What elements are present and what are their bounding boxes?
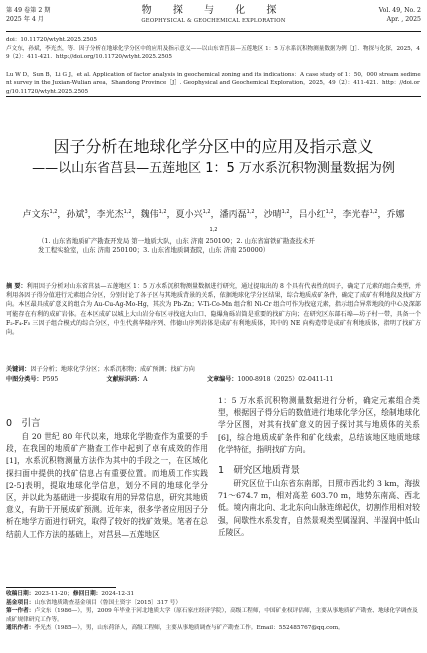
author: 李光春 [342, 210, 370, 220]
date-en: Apr. , 2025 [386, 15, 421, 23]
author-affiliation-mark: 3 [84, 209, 88, 215]
citation-cn: 卢文东，孙斌，李光杰，等．因子分析在地球化学分区中的应用及指示意义——以山东省莒县—五莲地区 1：5 万水系沉积物测量数据为例［J］．物探与化探，2025，49（2）：411-421．http://doi.org/10.11720/wtyht.2025.2505 [6, 46, 420, 61]
footnote-rule [6, 587, 116, 588]
section-heading: 1 研究区地质背景 [218, 465, 301, 477]
header-right [379, 7, 421, 24]
author-separator: ， [57, 210, 67, 220]
footnote-first-author [6, 607, 421, 624]
author-affiliation-mark: 1,2 [325, 209, 334, 215]
abstract-label: 摘 要： [6, 283, 27, 290]
fund-text: 山东省地质勘查基金项目（鲁国土资字〔2015〕317 号） [34, 599, 182, 606]
citation-rule [6, 96, 421, 97]
author-separator: ， [333, 210, 343, 220]
body-paragraph: 自 20 世纪 80 年代以来，地球化学勘查作为重要的手段，在我国的地质矿产勘查工作中起到了卓有成效的作用[1]，水系沉积物测量方法作为其中的手段之一，在区域化探扫面中提供的找矿信息占有重要位置。而地质工作实践[2-5]表明，提取地球化学信息，划分不同的地球化学分区，并以此为基础进一步提取有用的异常信息，研究其地质意义，有助于开展成矿预测。近年来，很多学者应用因子分析在地学方面进行研究，取得了较好的找矿效果。笔者在总结前人工作方法的基础上，对莒县—五莲地区 [6, 432, 208, 539]
clc-value: P595 [42, 376, 59, 383]
author-affiliation-mark: 1,2 [202, 209, 211, 215]
abstract-text: 利用因子分析对山东省莒县—五莲地区 1：5 万水系沉积物测量数据进行研究，通过提取出的 8 个具有代表性的因子，确定了元素的组合类型，并利用各因子得分值进行元素组合分区，分别讨论了各子区与其地质背景的关系，依据地球化学分区结果，综合地质成矿条件，确定了成矿有利地段及找矿方向。本区最具成矿意义的组合为 Au-Cu-Ag-Mo-Hg，其次为 Pb-Zn；V-Ti-Co-Mn 组合和 Ni-Cr 组合可作为找寇元素，指示组合异常地段的中心及深部可能存在有利的成矿岩体。在本区成矿以城上大山岩分布区寻找寇大山口、隐爆角砾岩筒是重要的找矿方向；在研究区东部石埠—坊子村一带，具备一个 F₂-F₄-F₅ 三因子组合模式的综合分区，中生代燕华隆序列、伟德山序列岩体是成矿有利地质体，其中的 NE 向构造带是成矿有利地质体，指明了找矿方向。 [6, 283, 421, 337]
revised-label: 修回日期： [72, 591, 102, 597]
author-separator: ， [131, 210, 141, 220]
header-rule [6, 31, 421, 32]
article-number-value: 1000-8918（2025）02-0411-11 [237, 376, 334, 383]
keywords-text: 因子分析；地球化学分区；水系沉积物；成矿预测；找矿方向 [30, 366, 195, 373]
author: 乔娜 [386, 210, 405, 220]
author-list [20, 205, 407, 241]
author: 夏小兴 [175, 210, 203, 220]
left-column [6, 395, 208, 541]
author-separator: ， [254, 210, 264, 220]
author-separator: ， [210, 210, 220, 220]
paper-subtitle: ——以山东省莒县—五莲地区 1：5 万水系沉积物测量数据为例 [32, 161, 395, 176]
author: 潘丙磊 [219, 210, 247, 220]
page-header [6, 4, 421, 32]
affiliation-line: （1. 山东省地质矿产勘查开发局 第一地质大队，山东 济南 250100；2. 山东省富铁矿勘查技术开 [38, 237, 315, 245]
journal-name-cn: 物 探 与 化 探 [141, 5, 286, 16]
author-affiliation-mark: 1,2 [158, 209, 167, 215]
section-heading: 0 引言 [6, 418, 41, 429]
author: 孙斌 [66, 210, 85, 220]
fund-label: 基金项目： [6, 599, 35, 606]
journal-name-en: GEOPHYSICAL & GEOCHEMICAL EXPLORATION [141, 18, 286, 24]
doc-code-label: 文献标识码： [106, 376, 144, 383]
date-cn: 2025 年 4 月 [6, 15, 44, 23]
footnote-fund [6, 599, 421, 608]
article-number-label: 文章编号： [207, 376, 238, 383]
author: 李光杰 [96, 210, 124, 220]
affiliations [38, 237, 397, 255]
author: 吕小红 [298, 210, 326, 220]
footnotes [6, 590, 421, 633]
author-affiliation-mark: 1,2 [369, 209, 378, 215]
doi: doi：10.11720/wtyht.2025.2505 [6, 37, 97, 43]
author-separator: ， [87, 210, 97, 220]
author-affiliation-mark: 1,2 [123, 209, 132, 215]
affiliation-line: 发工程实验室，山东 济南 250100；3. 山东省地质调查院，山东 济南 250000） [38, 246, 270, 254]
author-affiliation-mark: 1,2 [209, 227, 218, 233]
keywords-label: 关键词： [6, 366, 31, 373]
keywords [6, 365, 421, 374]
volume-issue-en: Vol. 49, No. 2 [378, 7, 421, 14]
first-author-label: 第一作者： [6, 608, 35, 615]
footnote-corresponding-author [6, 624, 421, 633]
corresponding-author-text: 李光杰（1985—），男，山东荷泽人，高级工程师，主要从事地质调查与矿产勘查工作。Email：552485767@qq.com。 [34, 625, 344, 632]
received-date: 2023-11-20； [34, 591, 73, 597]
body-paragraph: 1：5 万水系沉积物测量数据进行分析，确定元素组合类型，根据因子得分后的数值进行地球化学分区，绘制地球化学分区图，对其有找矿意义的因子探讨其与地质体的关系[6]，综合地质成矿条件和矿化线索，总结该地区地质地球化学特征，指明找矿方向。 [218, 396, 420, 454]
footnote-dates [6, 590, 421, 599]
author-separator: ， [289, 210, 299, 220]
author-affiliation-mark: 1,2 [49, 209, 58, 215]
author: 魏伟 [140, 210, 159, 220]
journal-name [6, 5, 421, 25]
paper-title: 因子分析在地球化学分区中的应用及指示意义 [53, 137, 374, 156]
clc-label: 中图分类号： [6, 376, 43, 383]
classification-line [6, 375, 421, 384]
volume-issue-cn: 第 49 卷第 2 期 [6, 7, 51, 14]
doc-code-value: A [143, 376, 148, 383]
right-column [218, 395, 420, 539]
author-affiliation-mark: 1,2 [246, 209, 255, 215]
body-paragraph: 研究区位于山东省东南部，日照市西北约 3 km，海拔 71～674.7 m，相对高差 603.70 m，地势东南高、西北低。境内南北向、北北东向山脉连绵起伏，切割作用相对较强，间歇性水系发育，自然景观类型属湿润、半湿润中低山丘陵区。 [218, 479, 420, 537]
abstract [6, 282, 421, 337]
author: 卢文东 [22, 210, 50, 220]
author-affiliation-mark: 1,2 [281, 209, 290, 215]
author: 沙晴 [263, 210, 282, 220]
author-separator: ， [166, 210, 176, 220]
revised-date: 2024-12-31 [101, 591, 135, 597]
first-author-text: 卢文东（1986—），男，2009 年毕业于河北地质大学（原石家庄经济学院），高级工程师，中国矿业权评估师，主要从事地质矿产勘查、地球化学调查及成矿规律研究工作等。 [6, 608, 418, 623]
received-label: 收稿日期： [6, 591, 35, 597]
corresponding-author-label: 通讯作者： [6, 625, 35, 632]
author-separator: ， [377, 210, 387, 220]
citation-en: Lu W D，Sun B，Li G J，et al. Application of factor analysis in geochemical zoning and its indications：A case study of 1：50，000 stream sediment survey in the Juxian-Wulian area，Shandong Province［J］. Geophysical and Geochemical Exploration，2025，49（2）：411-421．http：//doi.org/10.11720/wtyht.2025.2505 [6, 72, 421, 95]
